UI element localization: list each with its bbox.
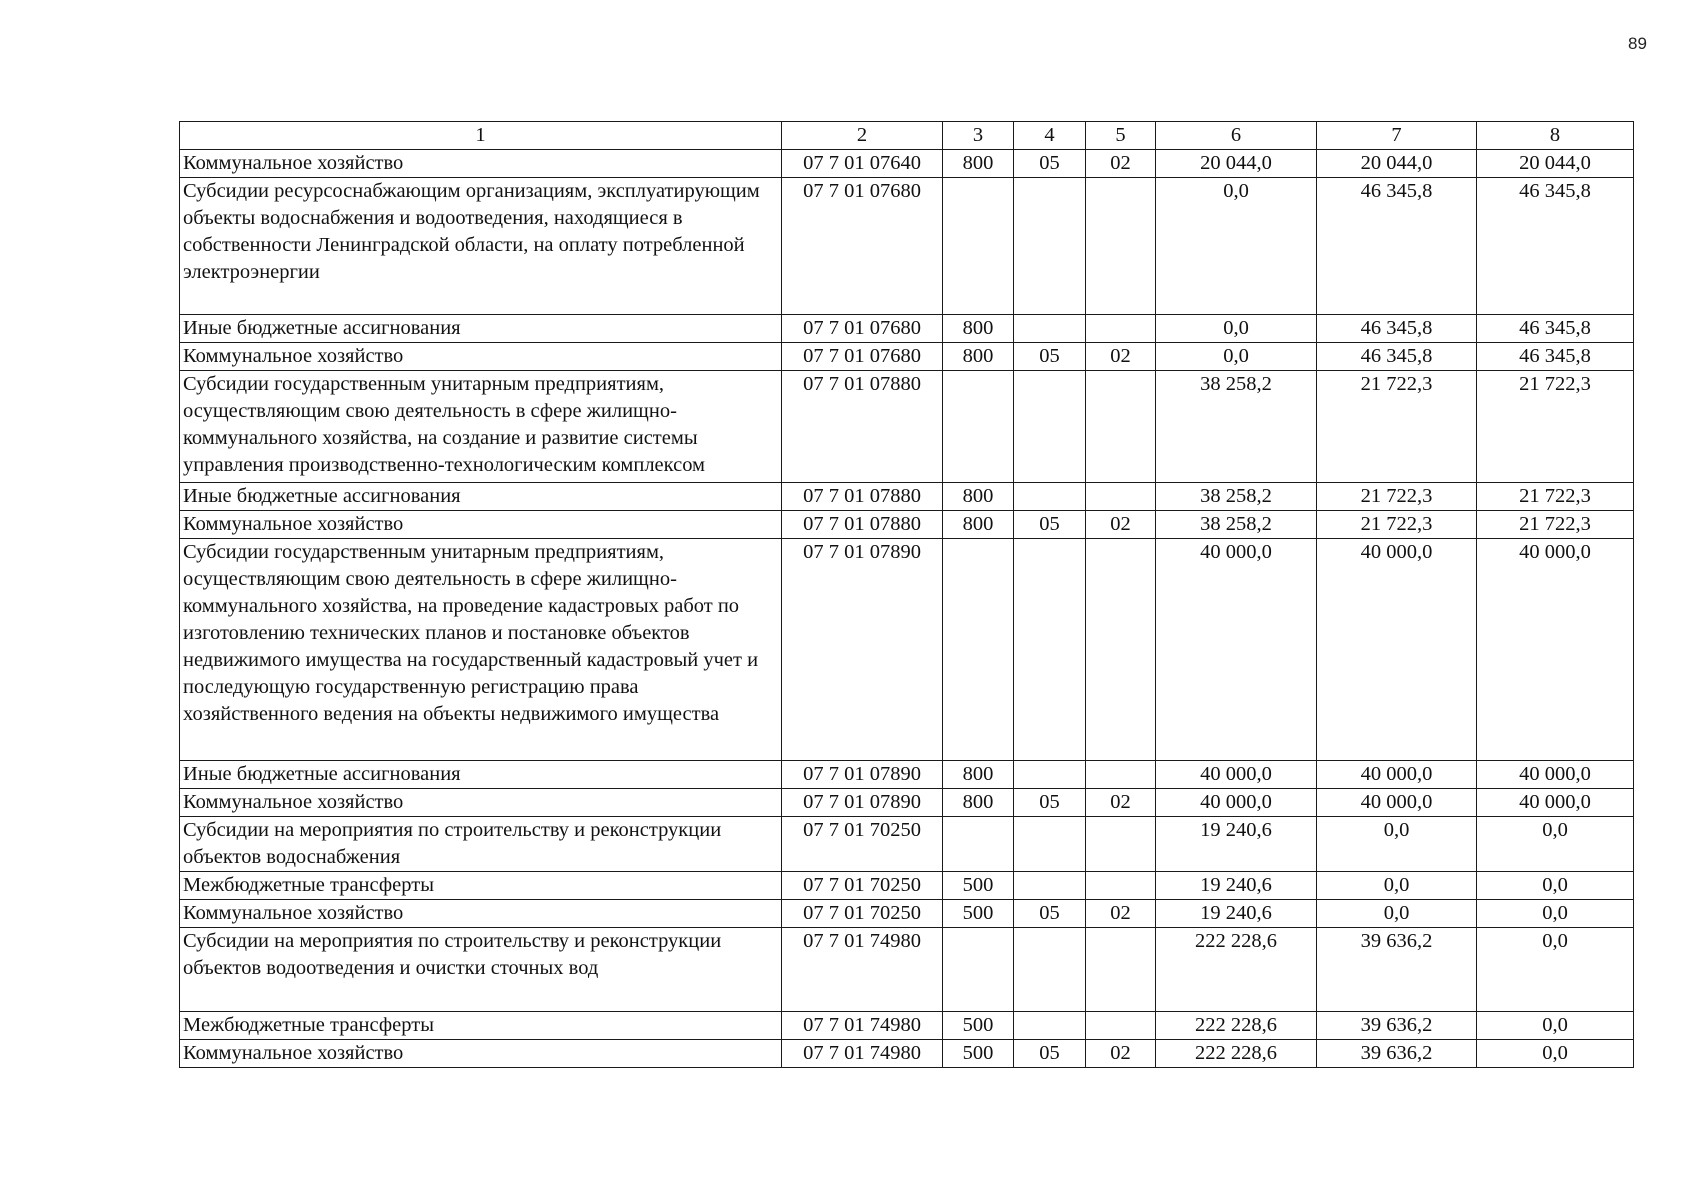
row-name: Коммунальное хозяйство xyxy=(180,150,782,178)
table-row xyxy=(180,928,1634,1012)
amount-year-2: 21 722,3 xyxy=(1317,511,1477,539)
row-name: Межбюджетные трансферты xyxy=(180,872,782,900)
section-code: 05 xyxy=(1014,343,1086,371)
column-header: 2 xyxy=(782,122,943,150)
row-name: Коммунальное хозяйство xyxy=(180,511,782,539)
target-code: 07 7 01 70250 xyxy=(782,817,943,872)
row-name: Иные бюджетные ассигнования xyxy=(180,483,782,511)
section-code xyxy=(1014,872,1086,900)
subsection-code: 02 xyxy=(1086,1040,1156,1068)
target-code: 07 7 01 74980 xyxy=(782,1040,943,1068)
expense-type xyxy=(943,371,1014,483)
amount-year-2: 0,0 xyxy=(1317,900,1477,928)
expense-type: 500 xyxy=(943,900,1014,928)
target-code: 07 7 01 07680 xyxy=(782,315,943,343)
amount-year-3: 40 000,0 xyxy=(1477,761,1634,789)
budget-table xyxy=(179,121,1634,1068)
expense-type: 800 xyxy=(943,789,1014,817)
amount-year-2: 46 345,8 xyxy=(1317,315,1477,343)
amount-year-1: 38 258,2 xyxy=(1156,483,1317,511)
amount-year-2: 0,0 xyxy=(1317,817,1477,872)
section-code xyxy=(1014,1012,1086,1040)
amount-year-3: 40 000,0 xyxy=(1477,539,1634,761)
row-name: Коммунальное хозяйство xyxy=(180,343,782,371)
amount-year-2: 0,0 xyxy=(1317,872,1477,900)
amount-year-2: 39 636,2 xyxy=(1317,1040,1477,1068)
amount-year-1: 222 228,6 xyxy=(1156,1012,1317,1040)
target-code: 07 7 01 07680 xyxy=(782,178,943,315)
subsection-code xyxy=(1086,371,1156,483)
table-row xyxy=(180,817,1634,872)
amount-year-2: 40 000,0 xyxy=(1317,789,1477,817)
target-code: 07 7 01 74980 xyxy=(782,928,943,1012)
amount-year-2: 40 000,0 xyxy=(1317,539,1477,761)
target-code: 07 7 01 07880 xyxy=(782,511,943,539)
expense-type: 800 xyxy=(943,315,1014,343)
section-code xyxy=(1014,761,1086,789)
amount-year-1: 38 258,2 xyxy=(1156,371,1317,483)
amount-year-1: 222 228,6 xyxy=(1156,928,1317,1012)
target-code: 07 7 01 74980 xyxy=(782,1012,943,1040)
amount-year-3: 21 722,3 xyxy=(1477,371,1634,483)
section-code xyxy=(1014,539,1086,761)
target-code: 07 7 01 07640 xyxy=(782,150,943,178)
section-code xyxy=(1014,371,1086,483)
subsection-code: 02 xyxy=(1086,511,1156,539)
row-name: Межбюджетные трансферты xyxy=(180,1012,782,1040)
amount-year-3: 20 044,0 xyxy=(1477,150,1634,178)
subsection-code: 02 xyxy=(1086,900,1156,928)
amount-year-2: 46 345,8 xyxy=(1317,343,1477,371)
section-code xyxy=(1014,315,1086,343)
table-row xyxy=(180,1040,1634,1068)
column-header: 5 xyxy=(1086,122,1156,150)
subsection-code xyxy=(1086,928,1156,1012)
section-code: 05 xyxy=(1014,789,1086,817)
amount-year-2: 20 044,0 xyxy=(1317,150,1477,178)
amount-year-3: 46 345,8 xyxy=(1477,315,1634,343)
amount-year-1: 0,0 xyxy=(1156,315,1317,343)
amount-year-2: 46 345,8 xyxy=(1317,178,1477,315)
row-name: Субсидии ресурсоснабжающим организациям, эксплуатирующим объекты водоснабжения и водоотведения, находящиеся в собственности Ленинградской области, на оплату потребленной электроэнергии xyxy=(180,178,782,315)
section-code: 05 xyxy=(1014,150,1086,178)
target-code: 07 7 01 07880 xyxy=(782,371,943,483)
table-row xyxy=(180,150,1634,178)
amount-year-1: 0,0 xyxy=(1156,343,1317,371)
expense-type: 800 xyxy=(943,483,1014,511)
header-row xyxy=(180,122,1634,150)
amount-year-1: 38 258,2 xyxy=(1156,511,1317,539)
amount-year-3: 21 722,3 xyxy=(1477,511,1634,539)
amount-year-2: 39 636,2 xyxy=(1317,928,1477,1012)
target-code: 07 7 01 07890 xyxy=(782,761,943,789)
amount-year-1: 19 240,6 xyxy=(1156,900,1317,928)
amount-year-3: 46 345,8 xyxy=(1477,178,1634,315)
expense-type: 800 xyxy=(943,150,1014,178)
subsection-code xyxy=(1086,872,1156,900)
column-header: 8 xyxy=(1477,122,1634,150)
table-row xyxy=(180,511,1634,539)
column-header: 7 xyxy=(1317,122,1477,150)
section-code xyxy=(1014,817,1086,872)
amount-year-3: 0,0 xyxy=(1477,1040,1634,1068)
section-code: 05 xyxy=(1014,511,1086,539)
table-row xyxy=(180,178,1634,315)
expense-type: 500 xyxy=(943,1012,1014,1040)
subsection-code xyxy=(1086,178,1156,315)
row-name: Коммунальное хозяйство xyxy=(180,900,782,928)
table-row xyxy=(180,900,1634,928)
expense-type xyxy=(943,539,1014,761)
subsection-code xyxy=(1086,817,1156,872)
table-row xyxy=(180,371,1634,483)
amount-year-1: 40 000,0 xyxy=(1156,789,1317,817)
section-code xyxy=(1014,928,1086,1012)
row-name: Субсидии на мероприятия по строительству и реконструкции объектов водоснабжения xyxy=(180,817,782,872)
expense-type: 800 xyxy=(943,761,1014,789)
subsection-code xyxy=(1086,761,1156,789)
expense-type xyxy=(943,928,1014,1012)
amount-year-3: 0,0 xyxy=(1477,872,1634,900)
row-name: Коммунальное хозяйство xyxy=(180,789,782,817)
amount-year-3: 0,0 xyxy=(1477,900,1634,928)
subsection-code xyxy=(1086,315,1156,343)
target-code: 07 7 01 70250 xyxy=(782,872,943,900)
amount-year-3: 40 000,0 xyxy=(1477,789,1634,817)
table-row xyxy=(180,872,1634,900)
table-row xyxy=(180,483,1634,511)
amount-year-2: 21 722,3 xyxy=(1317,483,1477,511)
section-code: 05 xyxy=(1014,900,1086,928)
target-code: 07 7 01 07890 xyxy=(782,789,943,817)
amount-year-1: 40 000,0 xyxy=(1156,539,1317,761)
expense-type xyxy=(943,817,1014,872)
amount-year-3: 21 722,3 xyxy=(1477,483,1634,511)
column-header: 6 xyxy=(1156,122,1317,150)
row-name: Иные бюджетные ассигнования xyxy=(180,761,782,789)
subsection-code: 02 xyxy=(1086,789,1156,817)
subsection-code xyxy=(1086,483,1156,511)
row-name: Субсидии государственным унитарным предприятиям, осуществляющим свою деятельность в сфере жилищно-коммунального хозяйства, на проведение кадастровых работ по изготовлению технических планов и постановке объектов недвижимого имущества на государственный кадастровый учет и последующую государственную регистрацию права хозяйственного ведения на объекты недвижимого имущества xyxy=(180,539,782,761)
subsection-code: 02 xyxy=(1086,150,1156,178)
subsection-code: 02 xyxy=(1086,343,1156,371)
table-row xyxy=(180,343,1634,371)
page-number: 89 xyxy=(1628,34,1647,53)
column-header: 1 xyxy=(180,122,782,150)
amount-year-2: 21 722,3 xyxy=(1317,371,1477,483)
amount-year-1: 19 240,6 xyxy=(1156,817,1317,872)
subsection-code xyxy=(1086,1012,1156,1040)
amount-year-3: 0,0 xyxy=(1477,817,1634,872)
row-name: Субсидии на мероприятия по строительству и реконструкции объектов водоотведения и очистки сточных вод xyxy=(180,928,782,1012)
column-header: 4 xyxy=(1014,122,1086,150)
expense-type: 800 xyxy=(943,511,1014,539)
amount-year-1: 20 044,0 xyxy=(1156,150,1317,178)
expense-type: 500 xyxy=(943,1040,1014,1068)
section-code: 05 xyxy=(1014,1040,1086,1068)
target-code: 07 7 01 07680 xyxy=(782,343,943,371)
amount-year-1: 19 240,6 xyxy=(1156,872,1317,900)
expense-type: 800 xyxy=(943,343,1014,371)
section-code xyxy=(1014,178,1086,315)
amount-year-2: 40 000,0 xyxy=(1317,761,1477,789)
table-row xyxy=(180,315,1634,343)
target-code: 07 7 01 70250 xyxy=(782,900,943,928)
amount-year-3: 0,0 xyxy=(1477,928,1634,1012)
amount-year-1: 0,0 xyxy=(1156,178,1317,315)
expense-type xyxy=(943,178,1014,315)
row-name: Иные бюджетные ассигнования xyxy=(180,315,782,343)
table-row xyxy=(180,539,1634,761)
table-row xyxy=(180,789,1634,817)
amount-year-2: 39 636,2 xyxy=(1317,1012,1477,1040)
table-row xyxy=(180,1012,1634,1040)
amount-year-1: 222 228,6 xyxy=(1156,1040,1317,1068)
expense-type: 500 xyxy=(943,872,1014,900)
section-code xyxy=(1014,483,1086,511)
target-code: 07 7 01 07880 xyxy=(782,483,943,511)
table-row xyxy=(180,761,1634,789)
amount-year-3: 0,0 xyxy=(1477,1012,1634,1040)
amount-year-1: 40 000,0 xyxy=(1156,761,1317,789)
subsection-code xyxy=(1086,539,1156,761)
amount-year-3: 46 345,8 xyxy=(1477,343,1634,371)
row-name: Коммунальное хозяйство xyxy=(180,1040,782,1068)
column-header: 3 xyxy=(943,122,1014,150)
row-name: Субсидии государственным унитарным предприятиям, осуществляющим свою деятельность в сфере жилищно-коммунального хозяйства, на создание и развитие системы управления производственно-технологическим комплексом xyxy=(180,371,782,483)
target-code: 07 7 01 07890 xyxy=(782,539,943,761)
